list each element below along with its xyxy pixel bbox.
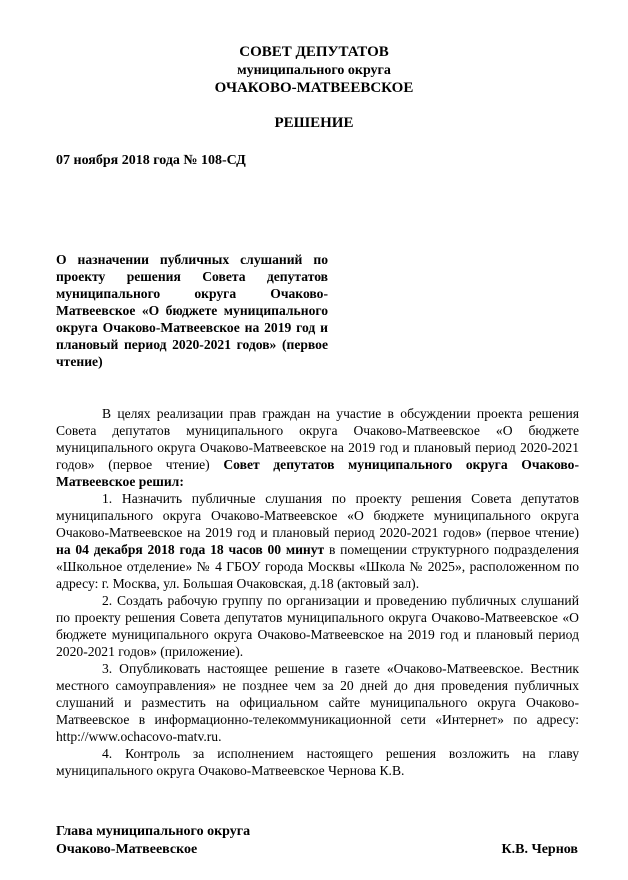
council-title: СОВЕТ ДЕПУТАТОВ — [239, 44, 389, 60]
item-1-text-a: 1. Назначить публичные слушания по проекту решения Совета депутатов муниципального округа Очаково-Матвеевское «О бюджете муниципального округа Очаково-Матвеевское на 2019 год и плановый период 2020-2021 годов» (первое чтение) — [56, 491, 579, 540]
signature-title-line-2: Очаково-Матвеевское — [56, 842, 198, 857]
item-1 — [56, 490, 579, 592]
district-name: ОЧАКОВО-МАТВЕЕВСКОЕ — [214, 80, 414, 96]
signature-name: К.В. Чернов — [501, 842, 578, 857]
signature-title-line-1: Глава муниципального округа — [56, 824, 251, 839]
intro-resolution: Совет депутатов муниципального округа Очаково-Матвеевское решил: — [56, 457, 579, 489]
decision-body — [56, 405, 579, 779]
item-2: 2. Создать рабочую группу по организации и проведению публичных слушаний по проекту решения Совета депутатов муниципального округа Очаково-Матвеевское «О бюджете муниципального округа Очаково-Матвеевское на 2019 год и плановый период 2020-2021 годов» (приложение). — [56, 593, 579, 659]
decision-subject: О назначении публичных слушаний по проекту решения Совета депутатов муниципального округа Очаково-Матвеевское «О бюджете муниципального округа Очаково-Матвеевское на 2019 год и плановый период 2020-2021 годов» (первое чтение) — [56, 252, 328, 369]
intro-paragraph — [56, 405, 579, 490]
item-1-text-b: в помещении структурного подразделения «Школьное отделение» № 4 ГБОУ города Москвы «Школа № 2025», расположенном по адресу: г. Москва, ул. Большая Очаковская, д.18 (актовый зал). — [56, 542, 579, 591]
district-line: муниципального округа — [237, 63, 391, 78]
item-3: 3. Опубликовать настоящее решение в газете «Очаково-Матвеевское. Вестник местного самоуправления» не позднее чем за 20 дней до дня проведения публичных слушаний и разместить на официальном сайте муниципального округа Очаково-Матвеевское в информационно-телекоммуникационной сети «Интернет» по адресу: http://www.ochacovo-matv.ru. — [56, 661, 579, 744]
signature-title — [56, 823, 250, 859]
intro-text: В целях реализации прав граждан на участие в обсуждении проекта решения Совета депутатов муниципального округа Очаково-Матвеевское «О бюджете муниципального округа Очаково-Матвеевское на 2019 год и плановый период 2020-2021 годов» (первое чтение) — [56, 406, 579, 472]
document-type: РЕШЕНИЕ — [274, 115, 354, 131]
item-4: 4. Контроль за исполнением настоящего решения возложить на главу муниципального округа Очаково-Матвеевское Чернова К.В. — [56, 746, 579, 778]
date-and-number: 07 ноября 2018 года № 108-СД — [56, 153, 246, 168]
item-1-datetime: на 04 декабря 2018 года 18 часов 00 минут — [56, 542, 325, 557]
